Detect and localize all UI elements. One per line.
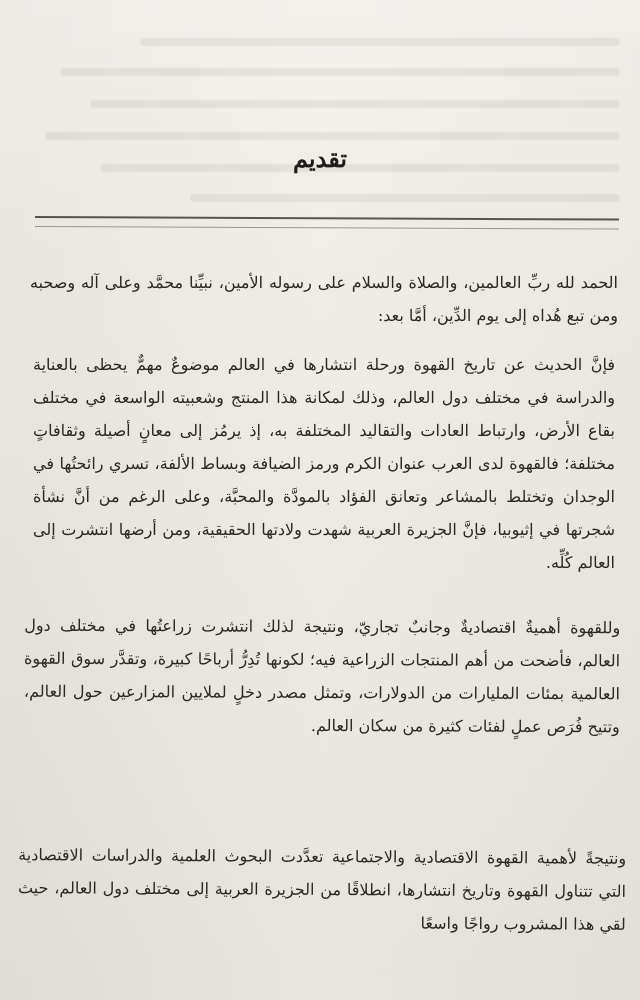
- reverse-page-bleed-through: [30, 28, 620, 228]
- title-divider-thin: [35, 226, 619, 230]
- title-divider-thick: [35, 216, 619, 221]
- paragraph-1: فإنَّ الحديث عن تاريخ القهوة ورحلة انتشارها في العالم موضوعٌ مهمٌّ يحظى بالعناية والدراسة في مختلف دول العالم، وذلك لمكانة هذا المنتج وشعبيته الواسعة في مختلف بقاع الأرض، وارتباط العادات والتقاليد المختلفة به، إذ يرمُز إلى معانٍ أصيلة وثقافاتٍ مختلفة؛ فالقهوة لدى العرب عنوان الكرم ورمز الضيافة وبساط الألفة، تسري رائحتُها في الوجدان وتختلط بالمشاعر وتعانق الفؤاد بالمودَّة والمحبَّة، وعلى الرغم من أنَّ نشأة شجرتها في إثيوبيا، فإنَّ الجزيرة العربية شهدت ولادتها الحقيقية، ومن أرضها انتشرت إلى العالم كُلِّه.: [33, 355, 615, 572]
- paragraph-2: وللقهوة أهميةٌ اقتصاديةٌ وجانبٌ تجاريّ، ونتيجة لذلك انتشرت زراعتُها في مختلف دول العالم، فأضحت من أهم المنتجات الزراعية فيه؛ لكونها تُدِرُّ أرباحًا كبيرة، وتقدَّر سوق القهوة العالمية بمئات المليارات من الدولارات، وتمثل مصدر دخلٍ لملايين المزارعين حول العالم، وتتيح فُرَص عملٍ لفئات كثيرة من سكان العالم.: [23, 615, 621, 737]
- intro-paragraph: الحمد لله ربِّ العالمين، والصلاة والسلام على رسوله الأمين، نبيِّنا محمَّد وعلى آله وصحبه ومن تبع هُداه إلى يوم الدِّين، أمَّا بعد:: [30, 273, 618, 325]
- paragraph-3: ونتيجةً لأهمية القهوة الاقتصادية والاجتماعية تعدَّدت البحوث العلمية والدراسات الاقتصادية التي تتناول القهوة وتاريخ انتشارها، انطلاقًا من الجزيرة العربية إلى مختلف دول العالم، حيث لقي هذا المشروب رواجًا واسعًا: [17, 845, 627, 934]
- chapter-title: تقديم: [292, 144, 348, 173]
